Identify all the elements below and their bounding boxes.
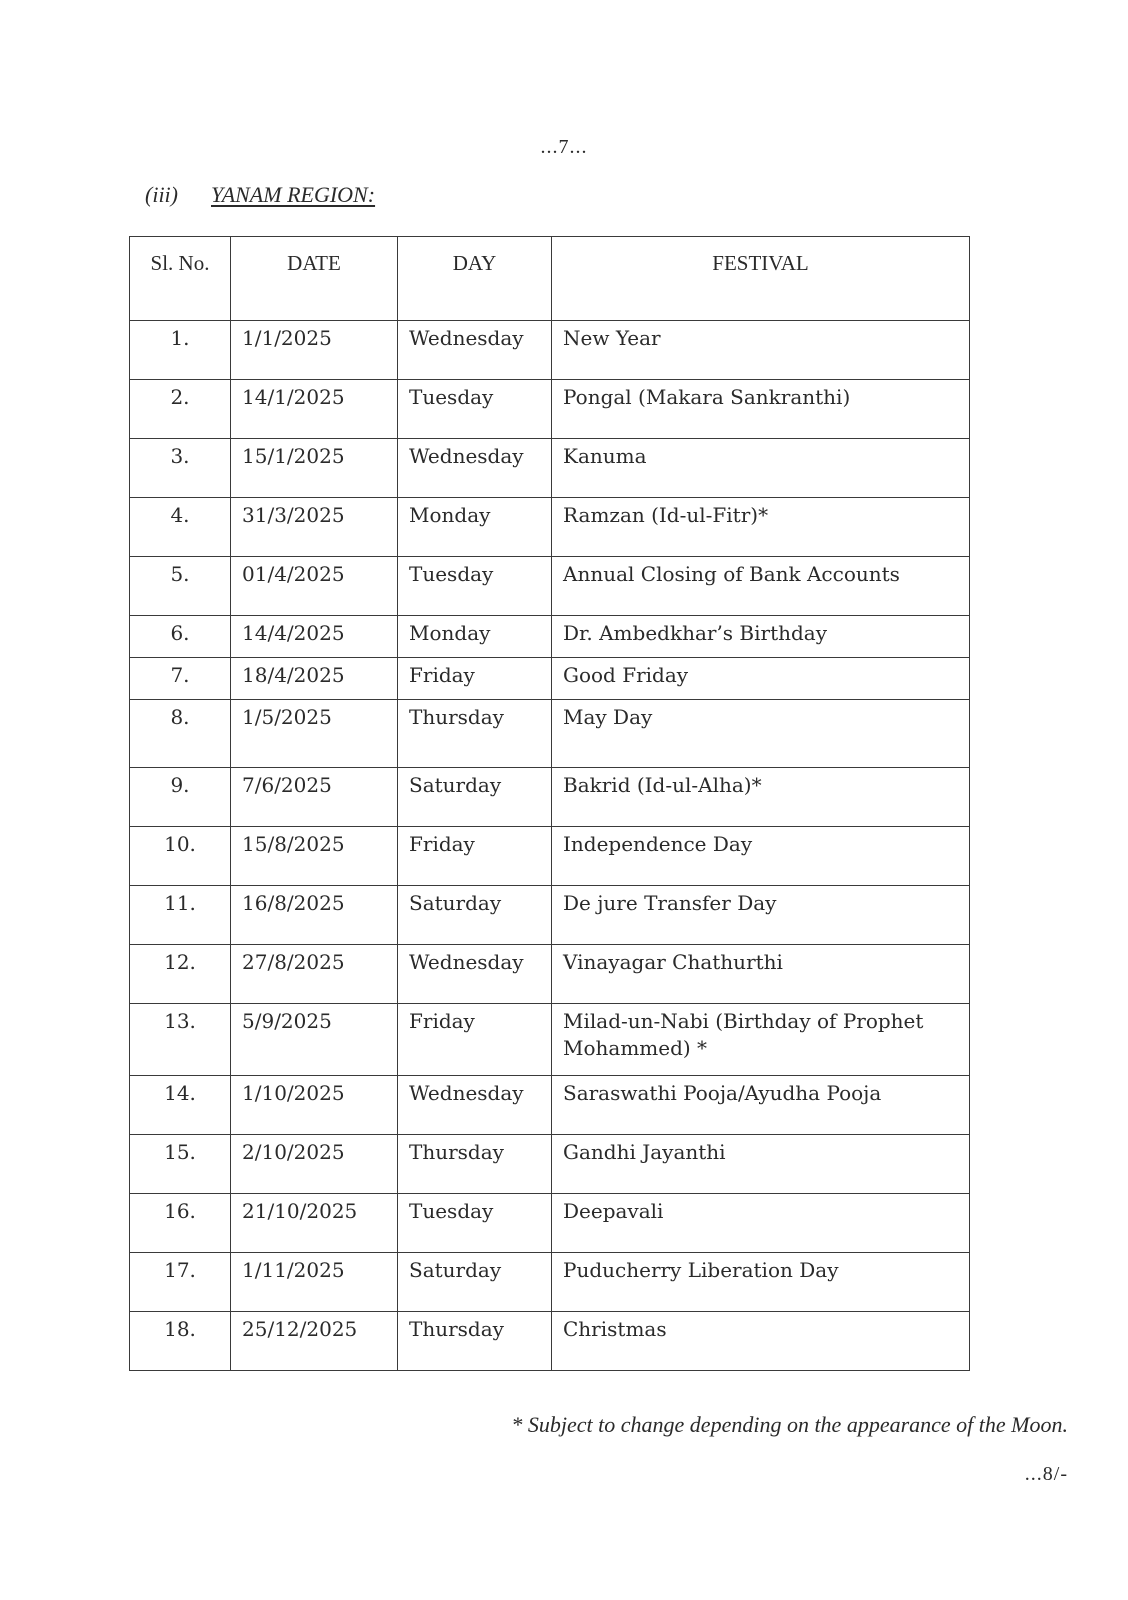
cell-date: 1/10/2025 <box>231 1076 398 1135</box>
cell-date: 21/10/2025 <box>231 1194 398 1253</box>
cell-sl-no: 8. <box>130 700 231 768</box>
table-row <box>130 1194 970 1253</box>
cell-festival: New Year <box>552 321 970 380</box>
cell-sl-no: 4. <box>130 498 231 557</box>
table-row <box>130 616 970 658</box>
cell-date: 16/8/2025 <box>231 886 398 945</box>
cell-sl-no: 10. <box>130 827 231 886</box>
cell-date: 1/5/2025 <box>231 700 398 768</box>
table-header-row <box>130 237 970 321</box>
column-header-date: DATE <box>231 237 398 321</box>
cell-festival: Pongal (Makara Sankranthi) <box>552 380 970 439</box>
cell-date: 01/4/2025 <box>231 557 398 616</box>
cell-date: 7/6/2025 <box>231 768 398 827</box>
cell-sl-no: 1. <box>130 321 231 380</box>
cell-festival: Saraswathi Pooja/Ayudha Pooja <box>552 1076 970 1135</box>
cell-day: Monday <box>398 616 552 658</box>
cell-festival: Good Friday <box>552 658 970 700</box>
table-row <box>130 658 970 700</box>
cell-day: Saturday <box>398 768 552 827</box>
cell-sl-no: 2. <box>130 380 231 439</box>
cell-festival: De jure Transfer Day <box>552 886 970 945</box>
table-row <box>130 1312 970 1371</box>
cell-date: 18/4/2025 <box>231 658 398 700</box>
cell-festival: Kanuma <box>552 439 970 498</box>
table-row <box>130 768 970 827</box>
cell-day: Tuesday <box>398 557 552 616</box>
cell-date: 2/10/2025 <box>231 1135 398 1194</box>
holiday-table <box>129 236 970 1371</box>
footnote: * Subject to change depending on the appearance of the Moon. <box>511 1412 1068 1437</box>
table-row <box>130 321 970 380</box>
cell-date: 31/3/2025 <box>231 498 398 557</box>
cell-festival: Dr. Ambedkhar’s Birthday <box>552 616 970 658</box>
column-header-day: DAY <box>398 237 552 321</box>
table-row <box>130 439 970 498</box>
cell-day: Saturday <box>398 1253 552 1312</box>
cell-sl-no: 14. <box>130 1076 231 1135</box>
table-row <box>130 498 970 557</box>
cell-festival: Gandhi Jayanthi <box>552 1135 970 1194</box>
cell-festival: Deepavali <box>552 1194 970 1253</box>
cell-festival: May Day <box>552 700 970 768</box>
section-heading <box>145 182 375 208</box>
cell-festival: Bakrid (Id-ul-Alha)* <box>552 768 970 827</box>
cell-day: Friday <box>398 827 552 886</box>
cell-date: 1/1/2025 <box>231 321 398 380</box>
section-title: YANAM REGION: <box>211 182 376 207</box>
cell-day: Saturday <box>398 886 552 945</box>
cell-day: Thursday <box>398 1312 552 1371</box>
cell-sl-no: 12. <box>130 945 231 1004</box>
cell-day: Wednesday <box>398 439 552 498</box>
cell-day: Friday <box>398 1004 552 1076</box>
table-row <box>130 557 970 616</box>
cell-festival: Milad-un-Nabi (Birthday of Prophet Mohammed) * <box>552 1004 970 1076</box>
table-row <box>130 1004 970 1076</box>
cell-day: Thursday <box>398 700 552 768</box>
cell-sl-no: 13. <box>130 1004 231 1076</box>
cell-date: 25/12/2025 <box>231 1312 398 1371</box>
cell-date: 14/1/2025 <box>231 380 398 439</box>
cell-date: 15/1/2025 <box>231 439 398 498</box>
cell-sl-no: 18. <box>130 1312 231 1371</box>
cell-sl-no: 7. <box>130 658 231 700</box>
table-row <box>130 1253 970 1312</box>
cell-sl-no: 11. <box>130 886 231 945</box>
cell-day: Wednesday <box>398 945 552 1004</box>
cell-sl-no: 16. <box>130 1194 231 1253</box>
cell-festival: Independence Day <box>552 827 970 886</box>
cell-day: Tuesday <box>398 1194 552 1253</box>
cell-sl-no: 6. <box>130 616 231 658</box>
cell-day: Tuesday <box>398 380 552 439</box>
table-row <box>130 1135 970 1194</box>
cell-sl-no: 3. <box>130 439 231 498</box>
cell-festival: Vinayagar Chathurthi <box>552 945 970 1004</box>
column-header-festival: FESTIVAL <box>552 237 970 321</box>
table-row <box>130 1076 970 1135</box>
column-header-sl-no: Sl. No. <box>130 237 231 321</box>
table-row <box>130 380 970 439</box>
section-number: (iii) <box>145 182 178 207</box>
cell-date: 27/8/2025 <box>231 945 398 1004</box>
table-row <box>130 827 970 886</box>
cell-festival: Puducherry Liberation Day <box>552 1253 970 1312</box>
cell-sl-no: 17. <box>130 1253 231 1312</box>
cell-sl-no: 9. <box>130 768 231 827</box>
cell-festival: Annual Closing of Bank Accounts <box>552 557 970 616</box>
cell-sl-no: 15. <box>130 1135 231 1194</box>
page-marker-bottom: ...8/- <box>1024 1463 1068 1485</box>
cell-day: Wednesday <box>398 321 552 380</box>
table-row <box>130 886 970 945</box>
cell-festival: Christmas <box>552 1312 970 1371</box>
cell-date: 15/8/2025 <box>231 827 398 886</box>
table-row <box>130 700 970 768</box>
cell-day: Friday <box>398 658 552 700</box>
page-marker-top: ...7... <box>540 136 588 158</box>
cell-date: 5/9/2025 <box>231 1004 398 1076</box>
cell-day: Wednesday <box>398 1076 552 1135</box>
cell-date: 14/4/2025 <box>231 616 398 658</box>
table-row <box>130 945 970 1004</box>
cell-festival: Ramzan (Id-ul-Fitr)* <box>552 498 970 557</box>
cell-sl-no: 5. <box>130 557 231 616</box>
cell-date: 1/11/2025 <box>231 1253 398 1312</box>
cell-day: Thursday <box>398 1135 552 1194</box>
cell-day: Monday <box>398 498 552 557</box>
